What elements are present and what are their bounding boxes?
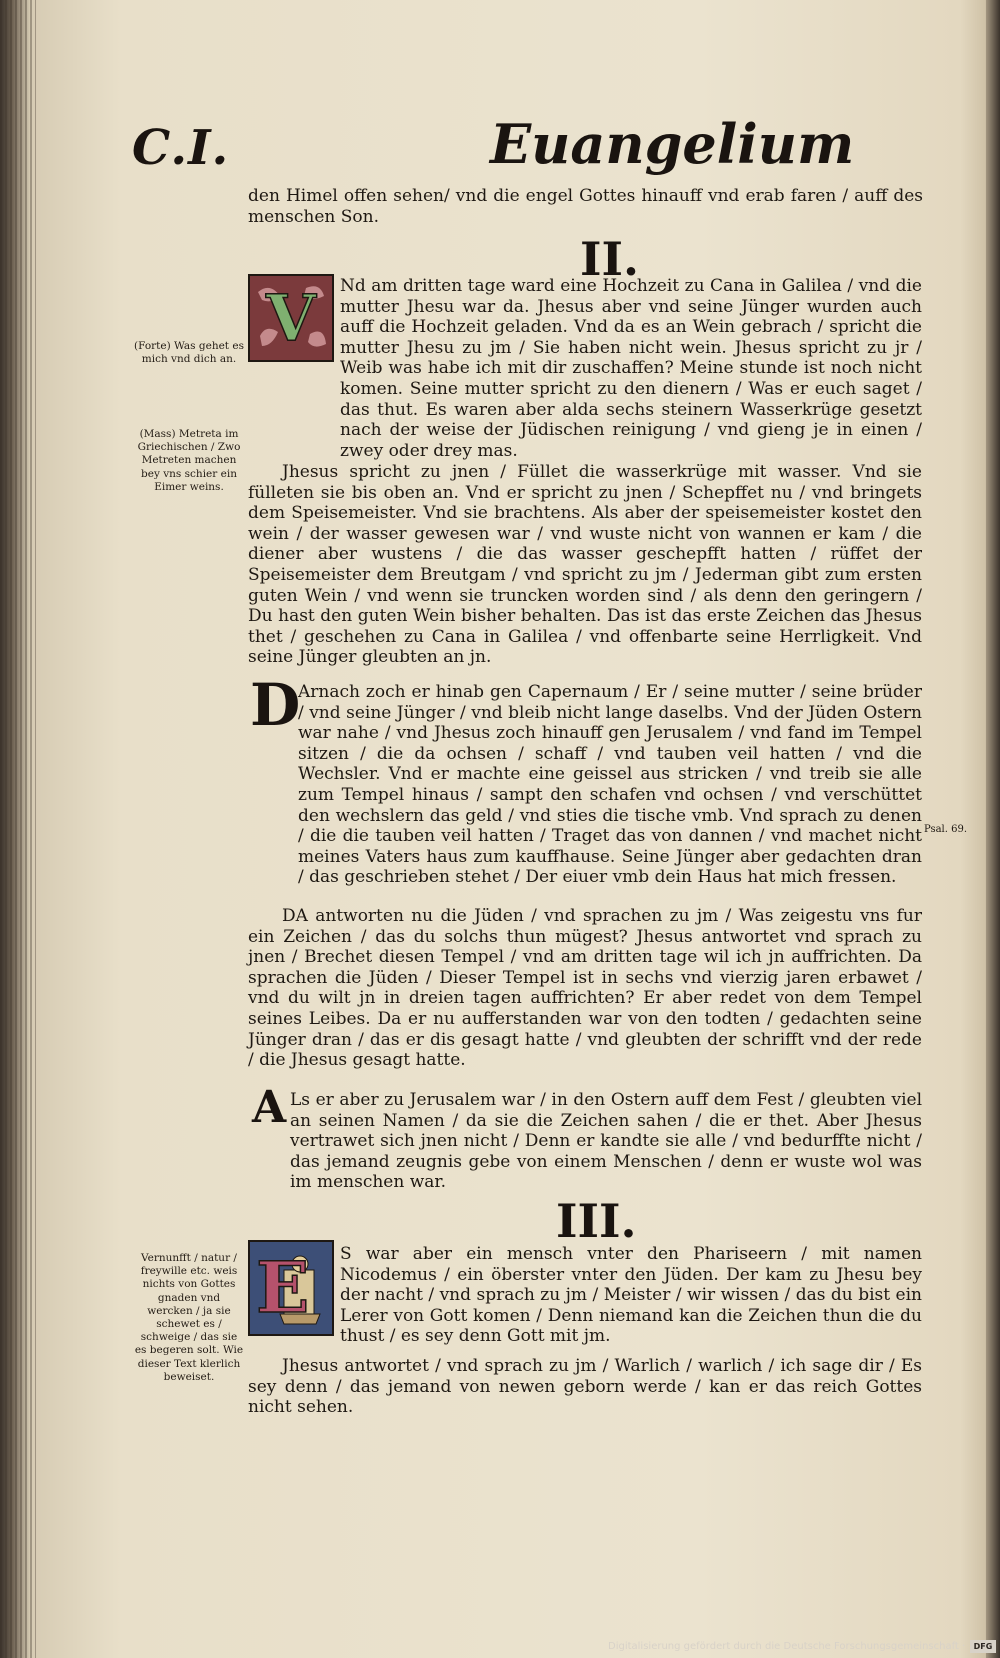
paragraph-2: Jhesus spricht zu jnen / Füllet die wasserkrüge mit wasser. Vnd sie fülleten sie bis oben an. Vnd er spricht zu jnen / Schepffet nu / vnd bringets dem Speisemeister. Vnd sie brachtens. Als aber der speisemeister kostet den wein / der wasser gewesen war / vnd wuste nicht von wannen er kam / die diener aber wustens / die das wasser geschepfft hatten / rüffet der Speisemeister dem Breutgam / vnd spricht zu jm / Jederman gibt zum ersten guten Wein / vnd wenn sie truncken worden sind / als denn den geringern / Du hast den guten Wein bisher behalten. Das ist das erste Zeichen das Jhesus thet / geschehen zu Cana in Galilea / vnd offenbarte seine Herrligkeit. Vnd seine Jünger gleubten an jn. — [248, 462, 922, 668]
drop-initial-d: D — [250, 671, 301, 739]
initial-letter-e: E — [256, 1246, 310, 1329]
drop-initial-a: A — [252, 1082, 287, 1133]
initial-letter-v: V — [266, 280, 316, 356]
paragraph-6: S war aber ein mensch vnter den Phariseern / mit namen Nicodemus / ein öberster vnter den Jüden. Der kam zu Jhesu bey der nacht / vnd sprach zu jm / Meister / wir wissen / das du bist ein Lerer von Gott komen / Denn niemand kan die Zeichen thun die du thust / es sey denn Gott mit jm. — [340, 1244, 922, 1347]
margin-note-forte: (Forte) Was gehet es mich vnd dich an. — [134, 340, 244, 366]
chapter-heading-ii: II. — [580, 232, 640, 286]
paragraph-7: Jhesus antwortet / vnd sprach zu jm / Warlich / warlich / ich sage dir / Es sey denn / das jemand von newen geborn werde / kan er das reich Gottes nicht sehen. — [248, 1356, 922, 1418]
digitization-credit: Digitalisierung gefördert durch die Deutsche Forschungsgemeinschaft · — [608, 1641, 966, 1652]
chapter-heading-iii: III. — [556, 1194, 637, 1248]
running-title: Euangelium — [490, 112, 855, 176]
initial-e-decorated — [248, 1240, 334, 1336]
margin-note-vernunfft: Vernunfft / natur / freywille etc. weis nichts von Gottes gnaden vnd wercken / ja sie schewet es / schweige / das sie es begeren solt. Wie dieser Text klerlich beweiset. — [134, 1252, 244, 1383]
paragraph-0: den Himel offen sehen/ vnd die engel Gottes hinauff vnd erab faren / auff des menschen Son. — [248, 186, 923, 227]
initial-v-decorated — [248, 274, 334, 362]
right-page-edge — [986, 0, 1000, 1658]
page-stack-edge — [0, 0, 36, 1658]
psalm-reference: Psal. 69. — [924, 824, 968, 835]
dfg-logo: DFG — [970, 1640, 996, 1653]
margin-note-mass: (Mass) Metreta im Griechischen / Zwo Metreten machen bey vns schier ein Eimer weins. — [137, 428, 241, 493]
paragraph-4: DA antworten nu die Jüden / vnd sprachen zu jm / Was zeigestu vns fur ein Zeichen / das du solchs thun mügest? Jhesus antwortet vnd sprach zu jnen / Brechet diesen Tempel / vnd am dritten tage wil ich jn auffrichten. Da sprachen die Jüden / Dieser Tempel ist in sechs vnd vierzig jaren erbawet / vnd du wilt jn in dreien tagen auffrichten? Er aber redet von dem Tempel seines Leibes. Da er nu aufferstanden war von den todten / gedachten seine Jünger dran / das er dis gesagt hatte / vnd gleubten der schrifft vnd der rede / die Jhesus gesagt hatte. — [248, 906, 922, 1071]
paragraph-5: Ls er aber zu Jerusalem war / in den Ostern auff dem Fest / gleubten viel an seinen Namen / da sie die Zeichen sahen / die er thet. Aber Jhesus vertrawet sich jnen nicht / Denn er kandte sie alle / vnd bedurffte nicht / das jemand zeugnis gebe von einem Menschen / denn er wuste wol was im menschen war. — [290, 1090, 922, 1193]
folio-number: C.I. — [132, 120, 230, 176]
paragraph-1: Nd am dritten tage ward eine Hochzeit zu Cana in Galilea / vnd die mutter Jhesu war da. Jhesus aber vnd seine Jünger wurden auch auff die Hochzeit geladen. Vnd da es an Wein gebrach / spricht die mutter Jhesu zu jm / Sie haben nicht wein. Jhesus spricht zu jr / Weib was habe ich mit dir zuschaffen? Meine stunde ist noch nicht komen. Seine mutter spricht zu den dienern / Was er euch saget / das thut. Es waren aber alda sechs steinern Wasserkrüge gesetzt nach der weise der Jüdischen reinigung / vnd gieng je in einen / zwey oder drey mas. — [340, 276, 922, 461]
paragraph-3: Arnach zoch er hinab gen Capernaum / Er / seine mutter / seine brüder / vnd seine Jünger / vnd bleib nicht lange daselbs. Vnd der Jüden Ostern war nahe / vnd Jhesus zoch hinauff gen Jerusalem / vnd fand im Tempel sitzen / die da ochsen / schaff / vnd tauben veil hatten / vnd die Wechsler. Vnd er machte eine geissel aus stricken / vnd treib sie alle zum Tempel hinaus / sampt den schafen vnd ochsen / vnd verschüttet den wechslern das geld / vnd sties die tische vmb. Vnd sprach zu denen / die die tauben veil hatten / Traget das von dannen / vnd machet nicht meines Vaters haus zum kauffhause. Seine Jünger aber gedachten dran / das geschrieben stehet / Der eiuer vmb dein Haus hat mich fressen. — [298, 682, 922, 888]
